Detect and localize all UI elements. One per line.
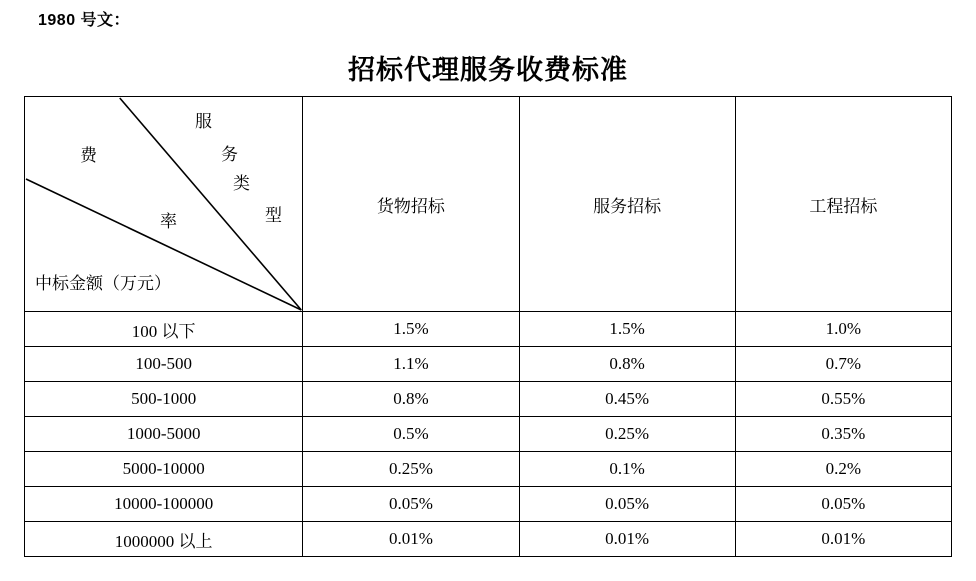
row-label: 10000-100000	[25, 487, 303, 522]
table-header-row	[25, 97, 952, 312]
rate-char-2: 率	[160, 212, 177, 231]
row-value-service: 0.01%	[519, 522, 735, 557]
row-value-engineering: 0.2%	[735, 452, 951, 487]
column-header-engineering: 工程招标	[735, 97, 951, 312]
fee-standard-table-wrapper	[24, 96, 952, 557]
row-value-goods: 1.5%	[303, 312, 519, 347]
row-value-service: 0.1%	[519, 452, 735, 487]
row-value-engineering: 1.0%	[735, 312, 951, 347]
row-value-engineering: 0.7%	[735, 347, 951, 382]
rate-char-1: 费	[80, 146, 97, 165]
row-value-engineering: 0.55%	[735, 382, 951, 417]
service-type-char-2: 务	[221, 145, 238, 164]
bid-amount-label: 中标金额（万元）	[35, 274, 171, 293]
row-value-engineering: 0.35%	[735, 417, 951, 452]
service-type-char-3: 类	[233, 174, 250, 193]
row-value-goods: 0.05%	[303, 487, 519, 522]
row-label: 1000000 以上	[25, 522, 303, 557]
row-label: 500-1000	[25, 382, 303, 417]
table-row	[25, 452, 952, 487]
table-row	[25, 312, 952, 347]
header-corner-cell	[25, 97, 303, 312]
column-header-goods: 货物招标	[303, 97, 519, 312]
row-value-goods: 0.5%	[303, 417, 519, 452]
row-label: 1000-5000	[25, 417, 303, 452]
document-note: 1980 号文：	[38, 12, 131, 29]
row-label: 5000-10000	[25, 452, 303, 487]
row-value-goods: 1.1%	[303, 347, 519, 382]
fee-standard-table	[24, 96, 952, 557]
row-value-service: 0.45%	[519, 382, 735, 417]
table-row	[25, 487, 952, 522]
table-row	[25, 347, 952, 382]
column-header-service: 服务招标	[519, 97, 735, 312]
service-type-char-1: 服	[195, 112, 212, 131]
table-row	[25, 382, 952, 417]
row-label: 100 以下	[25, 312, 303, 347]
row-value-engineering: 0.05%	[735, 487, 951, 522]
row-value-service: 0.05%	[519, 487, 735, 522]
service-type-char-4: 型	[265, 206, 282, 225]
row-label: 100-500	[25, 347, 303, 382]
row-value-goods: 0.01%	[303, 522, 519, 557]
row-value-service: 0.25%	[519, 417, 735, 452]
page-title: 招标代理服务收费标准	[348, 55, 628, 85]
row-value-goods: 0.25%	[303, 452, 519, 487]
table-row	[25, 417, 952, 452]
row-value-engineering: 0.01%	[735, 522, 951, 557]
table-row	[25, 522, 952, 557]
row-value-service: 1.5%	[519, 312, 735, 347]
row-value-goods: 0.8%	[303, 382, 519, 417]
row-value-service: 0.8%	[519, 347, 735, 382]
